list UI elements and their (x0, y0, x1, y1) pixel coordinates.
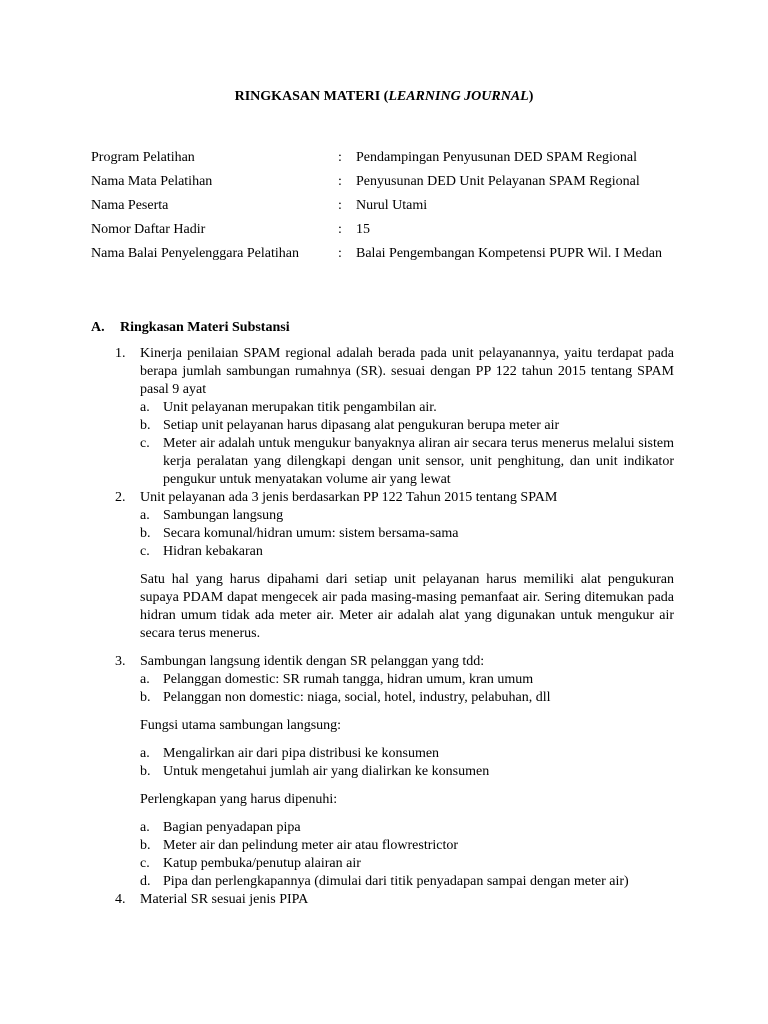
sub-marker: d. (140, 874, 151, 889)
list-item-1 (91, 345, 674, 489)
sub-marker: c. (140, 544, 150, 559)
list-item-3 (91, 653, 674, 891)
sub-marker: c. (140, 436, 150, 451)
list-item-2 (91, 489, 674, 653)
info-value: Balai Pengembangan Kompetensi PUPR Wil. I Medan (356, 246, 662, 261)
list-item-text: Unit pelayanan ada 3 jenis berdasarkan PP 122 Tahun 2015 tentang SPAM (140, 490, 558, 505)
info-value: Penyusunan DED Unit Pelayanan SPAM Regional (356, 174, 640, 189)
info-value: 15 (356, 222, 370, 237)
sub-text: Secara komunal/hidran umum: sistem bersama-sama (163, 526, 459, 541)
sub-marker: b. (140, 526, 151, 541)
sub-text: Meter air dan pelindung meter air atau flowrestrictor (163, 838, 459, 853)
info-label: Nama Peserta (91, 198, 169, 213)
sub-item (140, 435, 674, 489)
sub-item (140, 873, 674, 891)
sub-marker: b. (140, 838, 151, 853)
sub-item (140, 745, 674, 763)
paragraph: Fungsi utama sambungan langsung: (140, 718, 342, 733)
sub-item (140, 507, 674, 525)
sub-marker: a. (140, 746, 150, 761)
sub-text: Bagian penyadapan pipa (163, 820, 301, 835)
paragraph: Satu hal yang harus dipahami dari setiap unit pelayanan harus memiliki alat pengukuran supaya PDAM dapat mengecek air pada masing-masing pemanfaat air. Sering ditemukan pada hidran umum tidak ada meter air. Meter air adalah alat yang digunakan untuk mengukur air secara terus menerus. (140, 572, 674, 641)
info-colon: : (338, 198, 342, 213)
sub-text: Pelanggan non domestic: niaga, social, hotel, industry, pelabuhan, dll (163, 690, 551, 705)
info-row-balai (91, 242, 711, 266)
title-close: ) (528, 89, 534, 104)
section-heading (91, 319, 674, 337)
list-item-text: Material SR sesuai jenis PIPA (140, 892, 309, 907)
info-row-program (91, 146, 711, 170)
sub-marker: b. (140, 690, 151, 705)
list-number: 1. (115, 346, 126, 361)
content-section (91, 319, 674, 909)
sub-item (140, 819, 674, 837)
sub-marker: b. (140, 418, 151, 433)
info-table (91, 146, 711, 266)
sub-text: Sambungan langsung (163, 508, 284, 523)
sub-text: Pelanggan domestic: SR rumah tangga, hidran umum, kran umum (163, 672, 534, 687)
section-marker: A. (91, 320, 105, 335)
sub-item (140, 689, 674, 707)
document-title (0, 88, 768, 106)
sub-marker: a. (140, 672, 150, 687)
sub-item (140, 763, 674, 781)
sub-item (140, 855, 674, 873)
info-row-mata-pelatihan (91, 170, 711, 194)
info-row-peserta (91, 194, 711, 218)
paragraph: Perlengkapan yang harus dipenuhi: (140, 792, 338, 807)
info-label: Nomor Daftar Hadir (91, 222, 206, 237)
sub-item (140, 837, 674, 855)
sub-marker: a. (140, 508, 150, 523)
sub-item (140, 543, 674, 561)
list-item-text: Kinerja penilaian SPAM regional adalah berada pada unit pelayanannya, yaitu terdapat pada berapa jumlah sambungan rumahnya (SR). sesuai dengan PP 122 tahun 2015 tentang SPAM pasal 9 ayat (140, 346, 674, 397)
info-colon: : (338, 246, 342, 261)
info-colon: : (338, 150, 342, 165)
sub-marker: c. (140, 856, 150, 871)
sub-marker: b. (140, 764, 151, 779)
sub-text: Untuk mengetahui jumlah air yang dialirkan ke konsumen (163, 764, 490, 779)
sub-item (140, 399, 674, 417)
list-item-text: Sambungan langsung identik dengan SR pelanggan yang tdd: (140, 654, 485, 669)
section-heading-text: Ringkasan Materi Substansi (120, 320, 290, 335)
sub-item (140, 525, 674, 543)
info-colon: : (338, 222, 342, 237)
sub-marker: a. (140, 820, 150, 835)
info-label: Program Pelatihan (91, 150, 195, 165)
sub-text: Pipa dan perlengkapannya (dimulai dari titik penyadapan sampai dengan meter air) (163, 874, 629, 889)
sub-text: Meter air adalah untuk mengukur banyaknya aliran air secara terus menerus melalui sistem kerja peralatan yang dilengkapi dengan unit sensor, unit penghitung, dan unit indikator pengukur untuk menyatakan volume air yang lewat (163, 436, 674, 487)
sub-text: Mengalirkan air dari pipa distribusi ke konsumen (163, 746, 440, 761)
title-italic-text: LEARNING JOURNAL (388, 89, 529, 104)
list-number: 2. (115, 490, 126, 505)
sub-marker: a. (140, 400, 150, 415)
info-row-daftar-hadir (91, 218, 711, 242)
list-number: 3. (115, 654, 126, 669)
sub-text: Setiap unit pelayanan harus dipasang alat pengukuran berupa meter air (163, 418, 560, 433)
title-text: RINGKASAN MATERI ( (234, 89, 389, 104)
info-colon: : (338, 174, 342, 189)
list-item-4 (91, 891, 674, 909)
info-label: Nama Balai Penyelenggara Pelatihan (91, 246, 299, 261)
sub-text: Unit pelayanan merupakan titik pengambilan air. (163, 400, 437, 415)
sub-text: Hidran kebakaran (163, 544, 263, 559)
sub-item (140, 671, 674, 689)
list-number: 4. (115, 892, 126, 907)
info-value: Pendampingan Penyusunan DED SPAM Regional (356, 150, 638, 165)
info-value: Nurul Utami (356, 198, 428, 213)
info-label: Nama Mata Pelatihan (91, 174, 213, 189)
sub-item (140, 417, 674, 435)
sub-text: Katup pembuka/penutup alairan air (163, 856, 361, 871)
